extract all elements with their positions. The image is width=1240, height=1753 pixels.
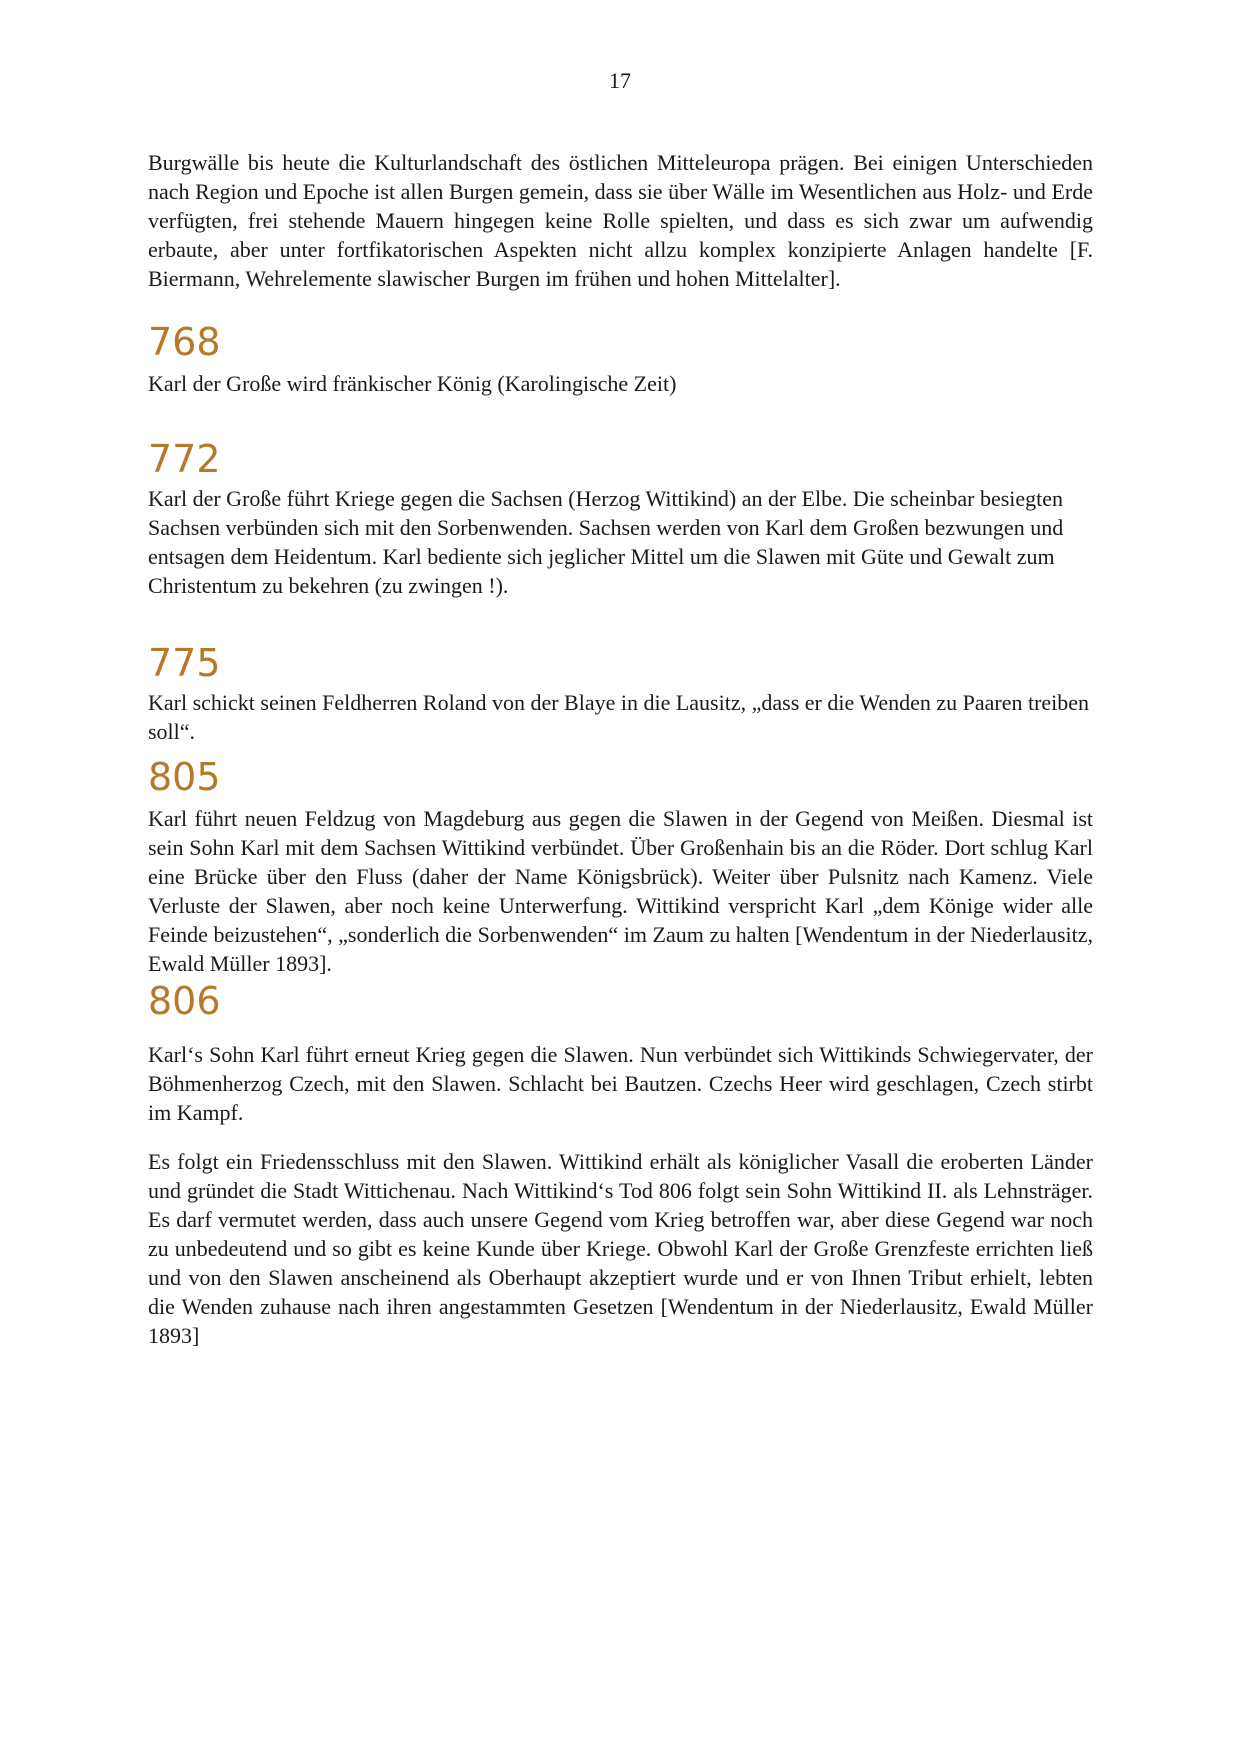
- entry-806-paragraph-1: Karl‘s Sohn Karl führt erneut Krieg gegen die Slawen. Nun verbündet sich Wittikinds Schwiegervater, der Böhmenherzog Czech, mit den Slawen. Schlacht bei Bautzen. Czechs Heer wird geschlagen, Czech stirbt im Kampf.: [148, 1042, 1093, 1125]
- entry-772-paragraph: Karl der Große führt Kriege gegen die Sachsen (Herzog Wittikind) an der Elbe. Die scheinbar besiegten Sachsen verbünden sich mit den Sorbenwenden. Sachsen werden von Karl dem Großen bezwungen und entsagen dem Heidentum. Karl bediente sich jeglicher Mittel um die Slawen mit Güte und Gewalt zum Christentum zu bekehren (zu zwingen !).: [148, 486, 1064, 598]
- year-heading-775: 775: [148, 641, 221, 685]
- year-heading-806: 806: [148, 979, 221, 1023]
- intro-paragraph: Burgwälle bis heute die Kulturlandschaft des östlichen Mitteleuropa prägen. Bei einigen Unterschieden nach Region und Epoche ist allen Burgen gemein, dass sie über Wälle im Wesentlichen aus Holz- und Erde verfügten, frei stehende Mauern hingegen keine Rolle spielten, und dass es sich zwar um aufwendig erbaute, aber unter fortfikatorischen Aspekten nicht allzu komplex konzipierte Anlagen handelte [F. Biermann, Wehrelemente slawischer Burgen im frühen und hohen Mittelalter].: [148, 150, 1093, 291]
- page-number: 17: [609, 68, 631, 93]
- year-heading-768: 768: [148, 320, 221, 364]
- entry-806-paragraph-2: Es folgt ein Friedensschluss mit den Slawen. Wittikind erhält als königlicher Vasall die eroberten Länder und gründet die Stadt Wittichenau. Nach Wittikind‘s Tod 806 folgt sein Sohn Wittikind II. als Lehnsträger. Es darf vermutet werden, dass auch unsere Gegend vom Krieg betroffen war, aber diese Gegend war noch zu unbedeutend und so gibt es keine Kunde über Kriege. Obwohl Karl der Große Grenzfeste errichten ließ und von den Slawen anscheinend als Oberhaupt akzeptiert wurde und er von Ihnen Tribut erhielt, lebten die Wenden zuhause nach ihren angestammten Gesetzen [Wendentum in der Niederlausitz, Ewald Müller 1893]: [148, 1149, 1093, 1348]
- entry-775-paragraph: Karl schickt seinen Feldherren Roland von der Blaye in die Lausitz, „dass er die Wenden zu Paaren treiben soll“.: [148, 690, 1090, 744]
- year-heading-772: 772: [148, 437, 221, 481]
- entry-768-paragraph: Karl der Große wird fränkischer König (Karolingische Zeit): [148, 371, 677, 396]
- entry-805-paragraph: Karl führt neuen Feldzug von Magdeburg aus gegen die Slawen in der Gegend von Meißen. Diesmal ist sein Sohn Karl mit dem Sachsen Wittikind verbündet. Über Großenhain bis an die Röder. Dort schlug Karl eine Brücke über den Fluss (daher der Name Königsbrück). Weiter über Pulsnitz nach Kamenz. Viele Verluste der Slawen, aber noch keine Unterwerfung. Wittikind verspricht Karl „dem Könige wider alle Feinde beizustehen“, „sonderlich die Sorbenwenden“ im Zaum zu halten [Wendentum in der Niederlausitz, Ewald Müller 1893].: [148, 806, 1093, 976]
- year-heading-805: 805: [148, 755, 221, 799]
- document-body: [148, 148, 1093, 1350]
